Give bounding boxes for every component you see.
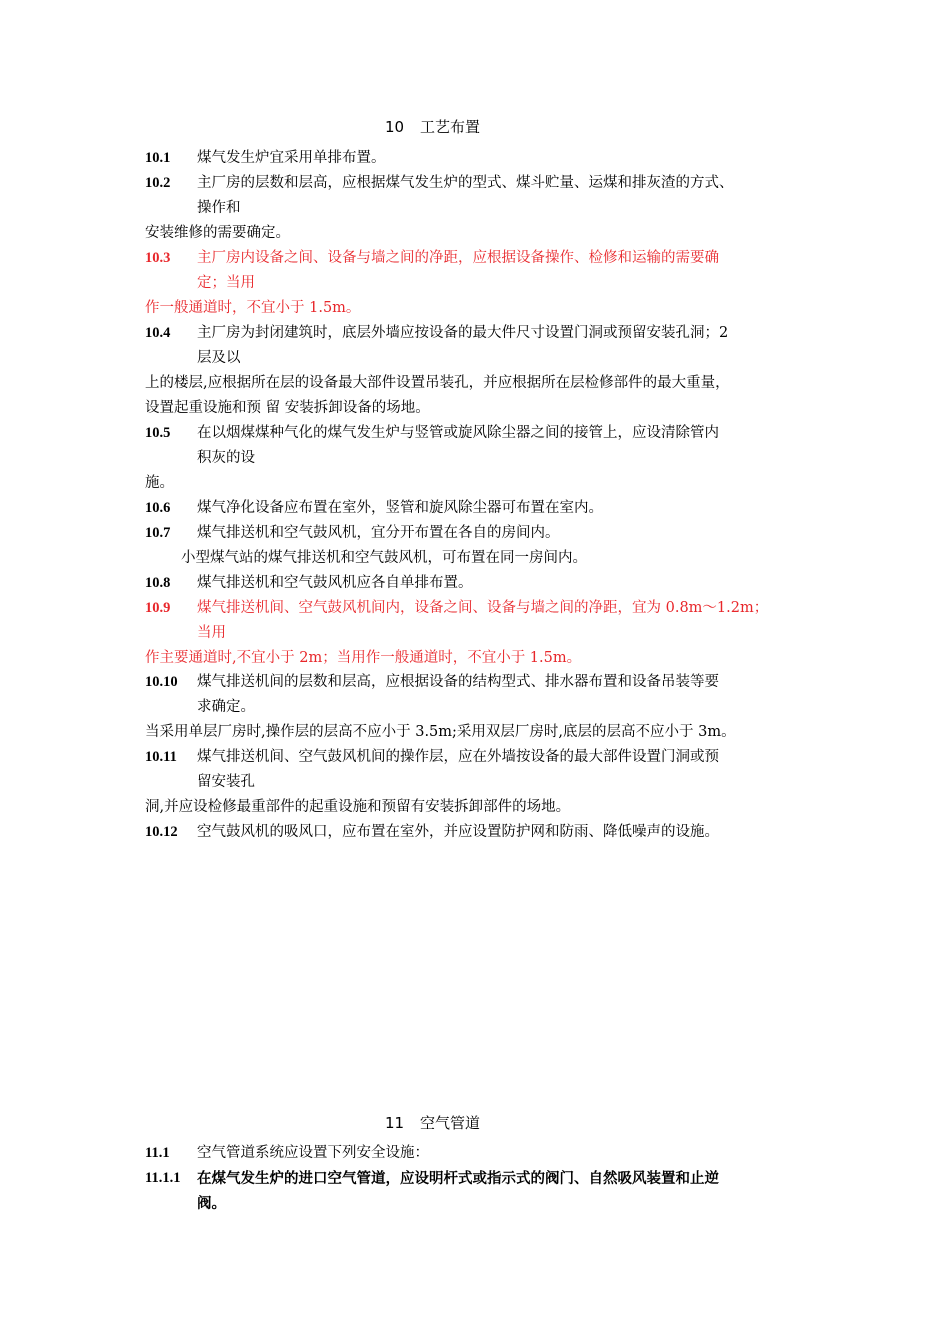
clause-number: 10.2 (145, 175, 171, 191)
clause-text: 当用 (197, 625, 226, 641)
clause-text: 在煤气发生炉的进口空气管道，应设明杆式或指示式的阀门、自然吸风装置和止逆 (197, 1170, 719, 1187)
clause-number: 10.9 (145, 600, 171, 616)
section-10-heading (145, 116, 720, 137)
clause-text: 上的楼层,应根据所在层的设备最大部件设置吊装孔，并应根据所在层检修部件的最大重量， (145, 375, 730, 391)
clause-number: 10.4 (145, 325, 171, 341)
clause-text: 主厂房的层数和层高，应根据煤气发生炉的型式、煤斗贮量、运煤和排灰渣的方式、 (197, 175, 734, 191)
clause-10-7 (145, 521, 810, 571)
clause-text: 操作和 (197, 200, 241, 216)
clause-number: 10.5 (145, 425, 171, 441)
clause-10-4 (145, 321, 810, 421)
clause-number: 11.1.1 (145, 1170, 181, 1186)
clause-text: 主厂房内设备之间、设备与墙之间的净距，应根据设备操作、检修和运输的需要确 (197, 250, 719, 266)
clause-11-1 (145, 1141, 810, 1166)
clause-10-11 (145, 745, 810, 820)
clause-text: 安装维修的需要确定。 (145, 225, 290, 241)
clause-text: 煤气排送机间、空气鼓风机间内，设备之间、设备与墙之间的净距，宜为 0.8m～1.2m； (197, 600, 769, 616)
clause-text: 设置起重设施和预 留 安装拆卸设备的场地。 (145, 400, 430, 416)
clause-10-8 (145, 571, 810, 596)
clause-number: 10.10 (145, 674, 178, 690)
section-10-number: 10 (384, 118, 405, 136)
clause-text: 作主要通道时,不宜小于 2m；当用作一般通道时，不宜小于 1.5m。 (145, 650, 582, 666)
section-10-title: 工艺布置 (420, 118, 481, 136)
clause-text: 煤气发生炉宜采用单排布置。 (197, 150, 386, 166)
clause-text: 煤气排送机间的层数和层高，应根据设备的结构型式、排水器布置和设备吊装等要 (197, 674, 719, 690)
clause-number: 10.1 (145, 150, 171, 166)
clause-number: 11.1 (145, 1145, 170, 1161)
clause-10-5 (145, 421, 810, 496)
clause-text: 求确定。 (197, 699, 255, 715)
clause-text: 当采用单层厂房时,操作层的层高不应小于 3.5m;采用双层厂房时,底层的层高不应小于 3m。 (145, 724, 736, 740)
clause-text: 积灰的设 (197, 450, 255, 466)
clause-number: 10.3 (145, 250, 171, 266)
clause-text: 煤气净化设备应布置在室外，竖管和旋风除尘器可布置在室内。 (197, 500, 603, 516)
clause-11-1-1 (145, 1166, 810, 1216)
section-11-number: 11 (384, 1114, 405, 1132)
clause-10-12 (145, 820, 810, 845)
clause-text: 小型煤气站的煤气排送机和空气鼓风机，可布置在同一房间内。 (181, 550, 587, 566)
clause-number: 10.12 (145, 824, 178, 840)
section-11-title: 空气管道 (420, 1114, 481, 1132)
clause-10-2 (145, 171, 810, 246)
clause-text: 定；当用 (197, 275, 255, 291)
clause-text: 煤气排送机和空气鼓风机，宜分开布置在各自的房间内。 (197, 525, 560, 541)
clause-text: 施。 (145, 475, 174, 491)
clause-text: 主厂房为封闭建筑时，底层外墙应按设备的最大件尺寸设置门洞或预留安装孔洞；2 (197, 325, 729, 341)
clause-text: 层及以 (197, 350, 241, 366)
clause-text: 阀。 (197, 1195, 226, 1212)
clause-text: 煤气排送机间、空气鼓风机间的操作层，应在外墙按设备的最大部件设置门洞或预 (197, 749, 719, 765)
clause-text: 在以烟煤煤种气化的煤气发生炉与竖管或旋风除尘器之间的接管上，应设清除管内 (197, 425, 719, 441)
clause-10-6 (145, 496, 810, 521)
clause-number: 10.6 (145, 500, 171, 516)
clause-text: 作一般通道时，不宜小于 1.5m。 (145, 300, 361, 316)
clause-10-3 (145, 246, 810, 321)
clause-text: 空气鼓风机的吸风口，应布置在室外，并应设置防护网和防雨、降低噪声的设施。 (197, 824, 719, 840)
clause-number: 10.11 (145, 749, 177, 765)
clause-text: 空气管道系统应设置下列安全设施： (197, 1145, 429, 1161)
clause-text: 煤气排送机和空气鼓风机应各自单排布置。 (197, 575, 473, 591)
clause-10-9 (145, 596, 810, 671)
section-11-heading (145, 1112, 720, 1133)
clause-text: 洞,并应设检修最重部件的起重设施和预留有安装拆卸部件的场地。 (145, 799, 571, 815)
clause-number: 10.7 (145, 525, 171, 541)
clause-text: 留安装孔 (197, 774, 255, 790)
clause-number: 10.8 (145, 575, 171, 591)
clause-10-10 (145, 670, 810, 745)
clause-10-1 (145, 146, 810, 171)
